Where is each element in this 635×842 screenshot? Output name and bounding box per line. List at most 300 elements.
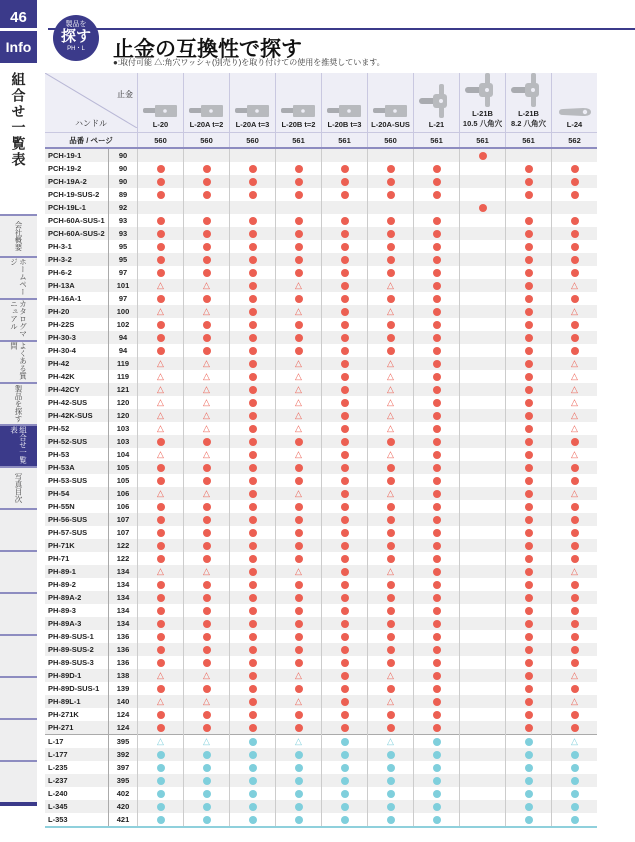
- washer-recommended-triangle-icon: △: [295, 670, 302, 681]
- handle-page: 119: [109, 357, 138, 370]
- compatible-dot-icon: [295, 659, 303, 667]
- washer-recommended-triangle-icon: △: [157, 280, 164, 291]
- compat-cell: [552, 761, 598, 774]
- compat-cell: [230, 630, 276, 643]
- handle-name: PCH-19-1: [45, 148, 109, 162]
- compat-cell: [552, 721, 598, 735]
- compatible-dot-icon: [157, 191, 165, 199]
- table-row: [45, 383, 597, 396]
- compat-cell: [414, 487, 460, 500]
- compatible-dot-icon: [341, 803, 349, 811]
- compat-cell: [276, 240, 322, 253]
- compat-cell: [322, 539, 368, 552]
- compatible-dot-icon: [525, 633, 533, 641]
- compatible-dot-icon: [249, 529, 257, 537]
- compat-cell: [552, 383, 598, 396]
- compat-cell: [460, 383, 506, 396]
- handle-name: PH-71K: [45, 539, 109, 552]
- compat-cell: [184, 708, 230, 721]
- compat-cell: [276, 227, 322, 240]
- compat-cell: [276, 669, 322, 682]
- compat-cell: [368, 591, 414, 604]
- compat-cell: [184, 813, 230, 827]
- compatible-dot-icon: [157, 217, 165, 225]
- compatible-dot-icon: [295, 438, 303, 446]
- handle-page: 136: [109, 656, 138, 669]
- compatible-dot-icon: [249, 347, 257, 355]
- compat-cell: [506, 396, 552, 409]
- compat-cell: [322, 708, 368, 721]
- compatible-dot-icon: [525, 672, 533, 680]
- compatible-dot-icon: [295, 607, 303, 615]
- compat-cell: [322, 383, 368, 396]
- side-tab-4[interactable]: [0, 382, 37, 424]
- compat-cell: [506, 162, 552, 175]
- compat-cell: [506, 357, 552, 370]
- compat-cell: [184, 214, 230, 227]
- compat-cell: [322, 682, 368, 695]
- compatible-dot-icon: [387, 334, 395, 342]
- compat-cell: [138, 344, 184, 357]
- handle-page: 104: [109, 448, 138, 461]
- handle-name: L-240: [48, 789, 68, 798]
- compatible-dot-icon: [249, 269, 257, 277]
- compat-cell: [552, 461, 598, 474]
- compat-cell: [506, 292, 552, 305]
- info-tab[interactable]: Info: [0, 31, 37, 63]
- compat-cell: [138, 591, 184, 604]
- side-tab-3[interactable]: [0, 340, 37, 382]
- table-row: [45, 708, 597, 721]
- compatible-dot-icon: [433, 568, 441, 576]
- compat-cell: [552, 266, 598, 279]
- compat-cell: [276, 643, 322, 656]
- compat-cell: [322, 487, 368, 500]
- compatible-dot-icon: [525, 607, 533, 615]
- compat-cell: [414, 748, 460, 761]
- compat-cell: [460, 422, 506, 435]
- compatible-dot-icon: [295, 295, 303, 303]
- compatible-dot-icon: [249, 516, 257, 524]
- handle-page: 90: [109, 148, 138, 162]
- compat-cell: [414, 787, 460, 800]
- compatible-dot-icon: [525, 555, 533, 563]
- compatible-dot-icon: [341, 165, 349, 173]
- compat-cell: [184, 344, 230, 357]
- handle-name: PH-89-1: [45, 565, 109, 578]
- compatible-dot-icon: [295, 724, 303, 732]
- compat-cell: [368, 682, 414, 695]
- compat-cell: [230, 591, 276, 604]
- compat-cell: [460, 721, 506, 735]
- washer-recommended-triangle-icon: △: [157, 566, 164, 577]
- compatible-dot-icon: [525, 243, 533, 251]
- compatible-dot-icon: [157, 659, 165, 667]
- compatible-dot-icon: [341, 711, 349, 719]
- header-rule: [48, 28, 635, 30]
- compatible-dot-icon: [571, 295, 579, 303]
- compatibility-table: [45, 73, 597, 828]
- compat-cell: [322, 735, 368, 749]
- side-tab-list: [0, 214, 37, 806]
- compat-cell: [230, 669, 276, 682]
- compat-cell: [506, 591, 552, 604]
- compatible-dot-icon: [249, 165, 257, 173]
- compat-cell: [230, 201, 276, 214]
- compat-cell: [322, 253, 368, 266]
- washer-recommended-triangle-icon: △: [387, 566, 394, 577]
- compat-cell: [322, 148, 368, 162]
- compat-cell: [138, 565, 184, 578]
- compatible-dot-icon: [525, 516, 533, 524]
- compatible-dot-icon: [203, 321, 211, 329]
- compatible-dot-icon: [157, 334, 165, 342]
- compat-cell: [230, 787, 276, 800]
- compat-cell: [138, 370, 184, 383]
- compat-cell: [506, 721, 552, 735]
- compat-cell: [184, 370, 230, 383]
- compat-cell: [552, 435, 598, 448]
- compat-cell: [368, 800, 414, 813]
- compatible-dot-icon: [157, 685, 165, 693]
- compat-cell: [230, 188, 276, 201]
- compatible-dot-icon: [525, 542, 533, 550]
- compat-cell: [184, 266, 230, 279]
- compatible-dot-icon: [433, 373, 441, 381]
- compat-cell: [276, 630, 322, 643]
- washer-recommended-triangle-icon: △: [157, 449, 164, 460]
- compat-cell: [322, 774, 368, 787]
- handle-name: PH-89-SUS-1: [48, 632, 94, 641]
- handle-name: PH-53-SUS: [48, 476, 88, 485]
- compat-cell: [230, 175, 276, 188]
- compatible-dot-icon: [341, 529, 349, 537]
- compatible-dot-icon: [295, 764, 303, 772]
- compat-cell: [460, 201, 506, 214]
- compatible-dot-icon: [341, 816, 349, 824]
- compatible-dot-icon: [249, 764, 257, 772]
- side-tab-2[interactable]: [0, 298, 37, 340]
- compatible-dot-icon: [157, 790, 165, 798]
- compatible-dot-icon: [341, 464, 349, 472]
- washer-recommended-triangle-icon: △: [203, 384, 210, 395]
- compatible-dot-icon: [249, 698, 257, 706]
- handle-name: PH-42: [45, 357, 109, 370]
- washer-recommended-triangle-icon: △: [571, 423, 578, 434]
- compat-cell: [460, 513, 506, 526]
- compat-cell: [368, 266, 414, 279]
- compat-cell: [414, 735, 460, 749]
- compatible-dot-icon: [341, 633, 349, 641]
- compat-cell: [322, 240, 368, 253]
- compat-cell: [230, 435, 276, 448]
- compatible-dot-icon: [525, 685, 533, 693]
- compat-cell: [552, 214, 598, 227]
- compatible-dot-icon: [433, 438, 441, 446]
- washer-recommended-triangle-icon: △: [203, 358, 210, 369]
- compat-cell: [368, 552, 414, 565]
- washer-recommended-triangle-icon: △: [387, 358, 394, 369]
- washer-recommended-triangle-icon: △: [387, 280, 394, 291]
- compatible-dot-icon: [157, 256, 165, 264]
- compat-cell: [552, 422, 598, 435]
- table-row: [45, 630, 597, 643]
- badge-main-text: 探す: [60, 28, 91, 45]
- compat-cell: [230, 487, 276, 500]
- table-row: [45, 604, 597, 617]
- compatible-dot-icon: [387, 321, 395, 329]
- compatible-dot-icon: [387, 659, 395, 667]
- handle-name: PH-57-SUS: [48, 528, 88, 537]
- washer-recommended-triangle-icon: △: [203, 670, 210, 681]
- compat-cell: [552, 305, 598, 318]
- compat-cell: [460, 253, 506, 266]
- side-tab-1[interactable]: [0, 256, 37, 298]
- compat-cell: [230, 539, 276, 552]
- compatible-dot-icon: [249, 425, 257, 433]
- compat-cell: [184, 279, 230, 292]
- side-tab-6[interactable]: [0, 466, 37, 508]
- handle-page: 395: [109, 735, 138, 749]
- compat-cell: [184, 643, 230, 656]
- compat-cell: [322, 565, 368, 578]
- compat-cell: [184, 774, 230, 787]
- compat-cell: [506, 513, 552, 526]
- compat-cell: [552, 695, 598, 708]
- compat-cell: [506, 461, 552, 474]
- compatible-dot-icon: [571, 777, 579, 785]
- compat-cell: [506, 578, 552, 591]
- compat-cell: [138, 735, 184, 749]
- handle-page: 136: [109, 643, 138, 656]
- handle-page: 120: [109, 396, 138, 409]
- column-page: 561: [506, 133, 552, 149]
- column-header: [552, 73, 598, 133]
- compatible-dot-icon: [341, 243, 349, 251]
- compatible-dot-icon: [295, 777, 303, 785]
- compat-cell: [552, 748, 598, 761]
- compatible-dot-icon: [525, 503, 533, 511]
- side-tab-label: よくある質問: [9, 342, 28, 380]
- compat-cell: [414, 513, 460, 526]
- handle-page: 106: [109, 487, 138, 500]
- compat-cell: [184, 656, 230, 669]
- washer-recommended-triangle-icon: △: [571, 736, 578, 747]
- compatible-dot-icon: [433, 620, 441, 628]
- column-name-line1: L-21B: [518, 109, 539, 118]
- compat-cell: [276, 578, 322, 591]
- compat-cell: [184, 748, 230, 761]
- compat-cell: [184, 227, 230, 240]
- compat-cell: [230, 148, 276, 162]
- compatible-dot-icon: [203, 334, 211, 342]
- compat-cell: [138, 813, 184, 827]
- compat-cell: [230, 500, 276, 513]
- handle-page: 93: [109, 227, 138, 240]
- table-row: [45, 591, 597, 604]
- compat-cell: [138, 513, 184, 526]
- compatible-dot-icon: [341, 295, 349, 303]
- compat-cell: [276, 214, 322, 227]
- side-tab-5[interactable]: [0, 424, 37, 466]
- compat-cell: [322, 266, 368, 279]
- compatible-dot-icon: [203, 256, 211, 264]
- compat-cell: [506, 266, 552, 279]
- compat-cell: [414, 396, 460, 409]
- compatible-dot-icon: [571, 646, 579, 654]
- compat-cell: [414, 695, 460, 708]
- compatible-dot-icon: [203, 464, 211, 472]
- compatible-dot-icon: [433, 738, 441, 746]
- compatible-dot-icon: [249, 334, 257, 342]
- compatible-dot-icon: [433, 503, 441, 511]
- compat-cell: [138, 656, 184, 669]
- side-tab-0[interactable]: [0, 214, 37, 256]
- compatible-dot-icon: [525, 321, 533, 329]
- compatible-dot-icon: [433, 295, 441, 303]
- compatible-dot-icon: [341, 555, 349, 563]
- compat-cell: [460, 370, 506, 383]
- compat-cell: [184, 292, 230, 305]
- compatible-dot-icon: [525, 803, 533, 811]
- compat-cell: [276, 721, 322, 735]
- side-tab-end-bar: [0, 802, 37, 806]
- compatible-dot-icon: [341, 620, 349, 628]
- compatible-dot-icon: [249, 646, 257, 654]
- handle-page: 134: [109, 565, 138, 578]
- compatible-dot-icon: [571, 594, 579, 602]
- compatible-dot-icon: [387, 764, 395, 772]
- handle-name: PH-52-SUS: [45, 435, 109, 448]
- handle-page: 121: [109, 383, 138, 396]
- compat-cell: [368, 656, 414, 669]
- compat-cell: [276, 800, 322, 813]
- compatible-dot-icon: [525, 282, 533, 290]
- washer-recommended-triangle-icon: △: [571, 306, 578, 317]
- column-name: L-20A t=3: [235, 120, 270, 129]
- compat-cell: [138, 787, 184, 800]
- compat-cell: [506, 305, 552, 318]
- washer-recommended-triangle-icon: △: [571, 397, 578, 408]
- compatible-dot-icon: [571, 321, 579, 329]
- compat-cell: [138, 148, 184, 162]
- table-row: [45, 682, 597, 695]
- compat-cell: [414, 617, 460, 630]
- compatible-dot-icon: [295, 555, 303, 563]
- compatible-dot-icon: [571, 464, 579, 472]
- compatible-dot-icon: [341, 178, 349, 186]
- compat-cell: [368, 774, 414, 787]
- handle-page: 397: [109, 761, 138, 774]
- compat-cell: [322, 513, 368, 526]
- compat-cell: [460, 735, 506, 749]
- compatible-dot-icon: [295, 217, 303, 225]
- compat-cell: [230, 800, 276, 813]
- compat-cell: [368, 331, 414, 344]
- compat-cell: [552, 513, 598, 526]
- compat-cell: [552, 448, 598, 461]
- compatible-dot-icon: [203, 711, 211, 719]
- compat-cell: [368, 539, 414, 552]
- compatible-dot-icon: [203, 659, 211, 667]
- compat-cell: [552, 591, 598, 604]
- compatible-dot-icon: [295, 529, 303, 537]
- column-name: L-24: [566, 120, 583, 129]
- side-tab-empty: [0, 550, 37, 592]
- handle-name: PH-54: [45, 487, 109, 500]
- stopper-plate-icon: [189, 104, 225, 118]
- compatible-dot-icon: [571, 217, 579, 225]
- compat-cell: [368, 748, 414, 761]
- compat-cell: [230, 682, 276, 695]
- column-name: L-21: [428, 120, 445, 129]
- compat-cell: [322, 435, 368, 448]
- compatible-dot-icon: [387, 594, 395, 602]
- compatible-dot-icon: [525, 438, 533, 446]
- compatible-dot-icon: [387, 269, 395, 277]
- washer-recommended-triangle-icon: △: [571, 488, 578, 499]
- compat-cell: [276, 656, 322, 669]
- handle-name: PCH-19-2: [48, 164, 82, 173]
- compat-cell: [322, 175, 368, 188]
- compatible-dot-icon: [387, 633, 395, 641]
- compat-cell: [368, 357, 414, 370]
- compatible-dot-icon: [341, 516, 349, 524]
- handle-name: L-17: [45, 735, 109, 749]
- handle-name: PH-271: [45, 721, 109, 735]
- compat-cell: [368, 708, 414, 721]
- compat-cell: [506, 761, 552, 774]
- compat-cell: [184, 331, 230, 344]
- washer-recommended-triangle-icon: △: [157, 736, 164, 747]
- compatible-dot-icon: [157, 724, 165, 732]
- compat-cell: [506, 370, 552, 383]
- compat-cell: [230, 240, 276, 253]
- table-row: [45, 526, 597, 539]
- compat-cell: [138, 422, 184, 435]
- handle-page: 136: [109, 630, 138, 643]
- compat-cell: [414, 552, 460, 565]
- washer-recommended-triangle-icon: △: [203, 488, 210, 499]
- compatible-dot-icon: [157, 243, 165, 251]
- compatible-dot-icon: [571, 191, 579, 199]
- compatible-dot-icon: [203, 724, 211, 732]
- compat-cell: [460, 474, 506, 487]
- compatible-dot-icon: [341, 373, 349, 381]
- compat-cell: [414, 305, 460, 318]
- compatible-dot-icon: [157, 529, 165, 537]
- compatible-dot-icon: [203, 295, 211, 303]
- compat-cell: [138, 292, 184, 305]
- compat-cell: [552, 227, 598, 240]
- compatible-dot-icon: [341, 581, 349, 589]
- table-row: [45, 357, 597, 370]
- compatible-dot-icon: [295, 685, 303, 693]
- compatible-dot-icon: [157, 503, 165, 511]
- compat-cell: [276, 761, 322, 774]
- side-tab-empty: [0, 592, 37, 634]
- compatible-dot-icon: [295, 751, 303, 759]
- handle-name: PH-20: [45, 305, 109, 318]
- compatible-dot-icon: [433, 529, 441, 537]
- stopper-plate-icon: [235, 104, 271, 118]
- compatible-dot-icon: [571, 711, 579, 719]
- compat-cell: [460, 461, 506, 474]
- table-row: [45, 461, 597, 474]
- table-row: [45, 305, 597, 318]
- compatible-dot-icon: [433, 777, 441, 785]
- compat-cell: [230, 552, 276, 565]
